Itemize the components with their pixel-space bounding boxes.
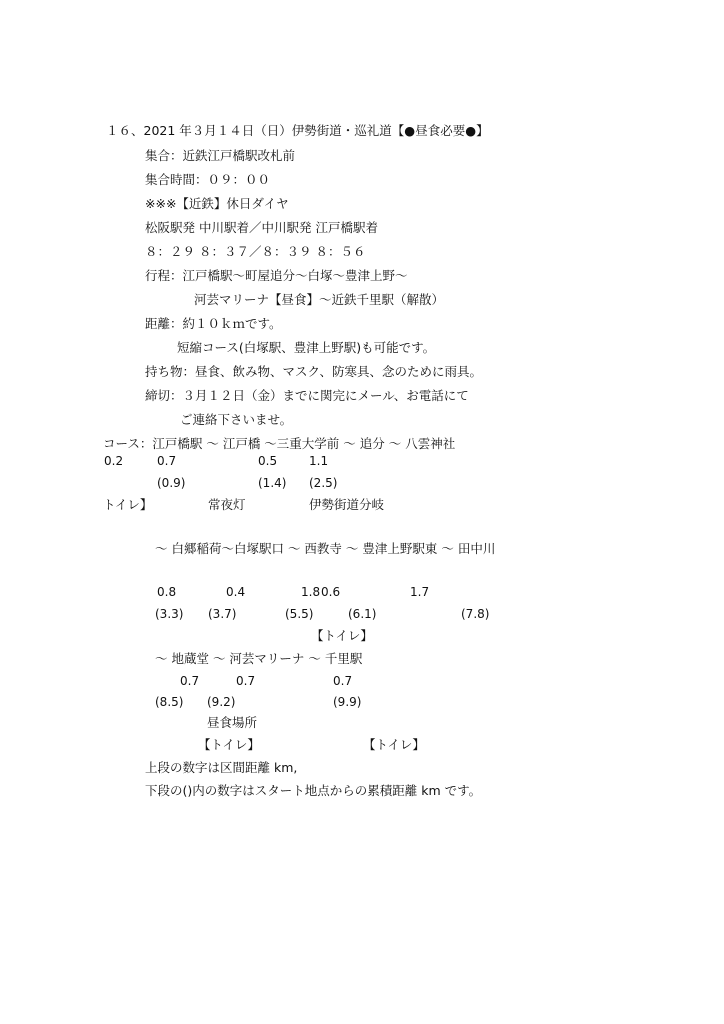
toilet-note: トイレ】 — [103, 497, 153, 512]
segment-distance: 0.7 — [157, 454, 177, 468]
segment-distance: 0.8 — [157, 585, 177, 599]
landmark-note: 伊勢街道分岐 — [309, 497, 385, 512]
timetable-times: ８：２９ ８：３７／８：３９ ８：５６ — [145, 244, 366, 259]
toilet-note: 【トイレ】 — [363, 737, 425, 752]
segment-distance: 0.7 — [236, 674, 256, 688]
cumulative-distance: (9.2) — [207, 695, 236, 709]
belongings: 持ち物：昼食、飲み物、マスク、防寒具、念のために雨具。 — [145, 364, 483, 379]
cumulative-distance: (2.5) — [309, 476, 338, 490]
cumulative-distance: (6.1) — [348, 607, 377, 621]
segment-distance: 0.4 — [226, 585, 246, 599]
legend-line-1: 上段の数字は区間距離 km, — [145, 760, 298, 775]
cumulative-distance: (3.7) — [208, 607, 237, 621]
event-title: １６、2021 年３月１４日（日）伊勢街道・巡礼道【●昼食必要●】 — [106, 123, 489, 138]
course-route-row-2: ～ 白郷稲荷～白塚駅口 ～ 西教寺 ～ 豊津上野駅東 ～ 田中川 — [155, 541, 496, 556]
distance: 距離：約１０ｋｍです。 — [145, 316, 282, 331]
deadline-line-2: ご連絡下さいませ。 — [180, 412, 293, 427]
toilet-note: 【トイレ】 — [198, 737, 260, 752]
cumulative-distance: (0.9) — [157, 476, 186, 490]
cumulative-distance: (7.8) — [461, 607, 490, 621]
deadline-line-1: 締切：３月１２日（金）までに関完にメール、お電話にて — [145, 388, 469, 403]
timetable-stations: 松阪駅発 中川駅着／中川駅発 江戸橋駅着 — [145, 220, 378, 235]
legend-line-2: 下段の()内の数字はスタート地点からの累積距離 km です。 — [145, 783, 482, 798]
segment-distance: 1.1 — [309, 454, 329, 468]
cumulative-distance: (3.3) — [155, 607, 184, 621]
meeting-time: 集合時間：０９：００ — [145, 172, 271, 187]
cumulative-distance: (9.9) — [333, 695, 362, 709]
itinerary-line-2: 河芸マリーナ【昼食】～近鉄千里駅（解散） — [194, 292, 445, 307]
segment-distance: 1.8 — [301, 585, 321, 599]
itinerary-line-1: 行程：江戸橋駅～町屋追分～白塚～豊津上野～ — [145, 268, 408, 283]
segment-distance: 0.2 — [104, 454, 124, 468]
segment-distance: 1.7 — [410, 585, 430, 599]
shortcut-note: 短縮コース(白塚駅、豊津上野駅)も可能です。 — [177, 340, 436, 355]
course-route-row-1: コース：江戸橋駅 ～ 江戸橋 ～三重大学前 ～ 追分 ～ 八雲神社 — [103, 436, 456, 451]
course-route-row-3: ～ 地蔵堂 ～ 河芸マリーナ ～ 千里駅 — [155, 651, 363, 666]
cumulative-distance: (8.5) — [155, 695, 184, 709]
segment-distance: 0.5 — [258, 454, 278, 468]
timetable-note: ※※※【近鉄】休日ダイヤ — [145, 196, 289, 211]
toilet-note: 【トイレ】 — [311, 628, 373, 643]
segment-distance: 0.6 — [321, 585, 341, 599]
segment-distance: 0.7 — [180, 674, 200, 688]
cumulative-distance: (1.4) — [258, 476, 287, 490]
meeting-place: 集合：近鉄江戸橋駅改札前 — [145, 148, 296, 163]
cumulative-distance: (5.5) — [285, 607, 314, 621]
landmark-note: 常夜灯 — [208, 497, 246, 512]
segment-distance: 0.7 — [333, 674, 353, 688]
lunch-place-note: 昼食場所 — [207, 715, 258, 730]
